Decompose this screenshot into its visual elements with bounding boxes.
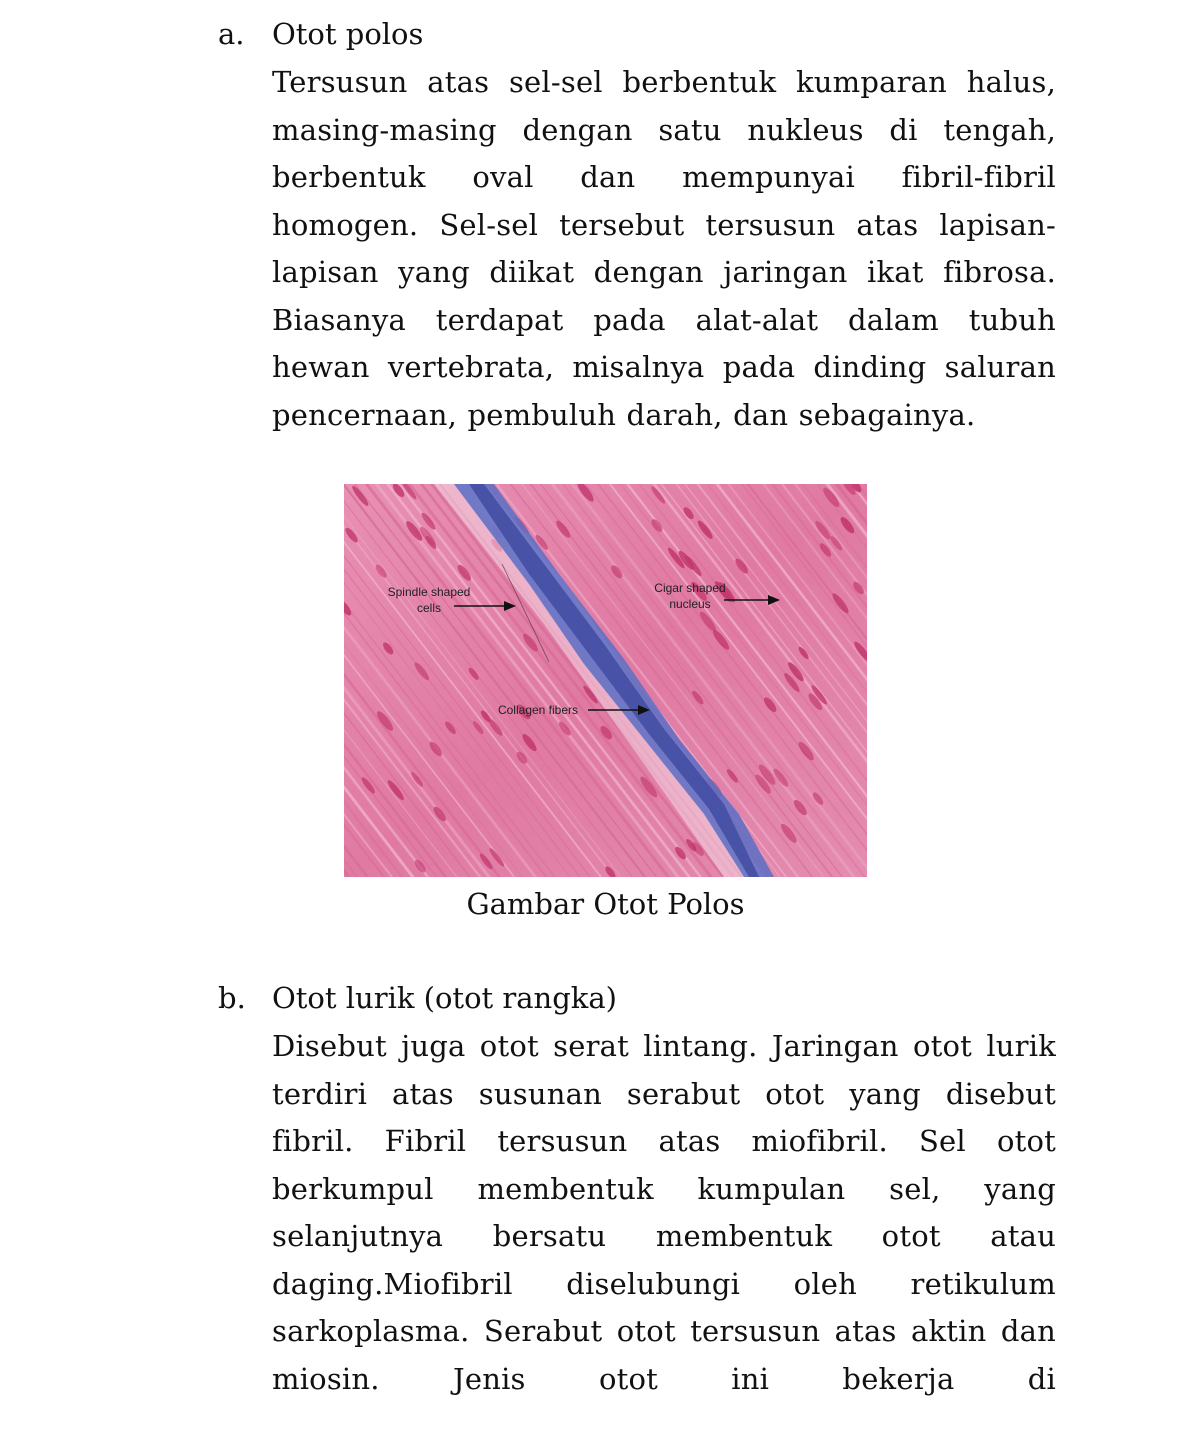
label-collagen: Collagen fibers (497, 703, 579, 717)
micrograph-illustration (344, 484, 867, 877)
list-marker: b. (218, 981, 246, 1015)
section-smooth-muscle (218, 12, 1056, 439)
label-spindle-line1: Spindle shaped (387, 585, 471, 599)
label-cigar-line2: nucleus (669, 597, 711, 611)
section-heading (218, 12, 1056, 56)
section-title: Otot polos (272, 17, 424, 51)
figure-caption: Gambar Otot Polos (466, 887, 745, 921)
section-heading (218, 976, 1056, 1020)
section-paragraph: Disebut juga otot serat lintang. Jaringan otot lurik terdiri atas susunan serabut otot yang disebut fibril. Fibril tersusun atas miofibril. Sel otot berkumpul membentuk kumpulan sel, yang selanjutnya bersatu membentuk otot atau daging.Miofibril diselubungi oleh retikulum sarkoplasma. Serabut otot tersusun atas aktin dan miosin. Jenis otot ini bekerja di (272, 1029, 1056, 1396)
label-cigar-line1: Cigar shaped (654, 581, 726, 595)
section-skeletal-muscle (218, 976, 1056, 1403)
label-spindle-line2: cells (416, 601, 442, 615)
section-paragraph: Tersusun atas sel-sel berbentuk kumparan halus, masing-masing dengan satu nukleus di tengah, berbentuk oval dan mempunyai fibril-fibril homogen. Sel-sel tersebut tersusun atas lapisan-lapisan yang diikat dengan jaringan ikat fibrosa. Biasanya terdapat pada alat-alat dalam tubuh hewan vertebrata, misalnya pada dinding saluran pencernaan, pembuluh darah, dan sebagainya. (272, 65, 1056, 432)
smooth-muscle-micrograph (344, 484, 867, 877)
list-marker: a. (218, 17, 245, 51)
section-title: Otot lurik (otot rangka) (272, 981, 617, 1015)
